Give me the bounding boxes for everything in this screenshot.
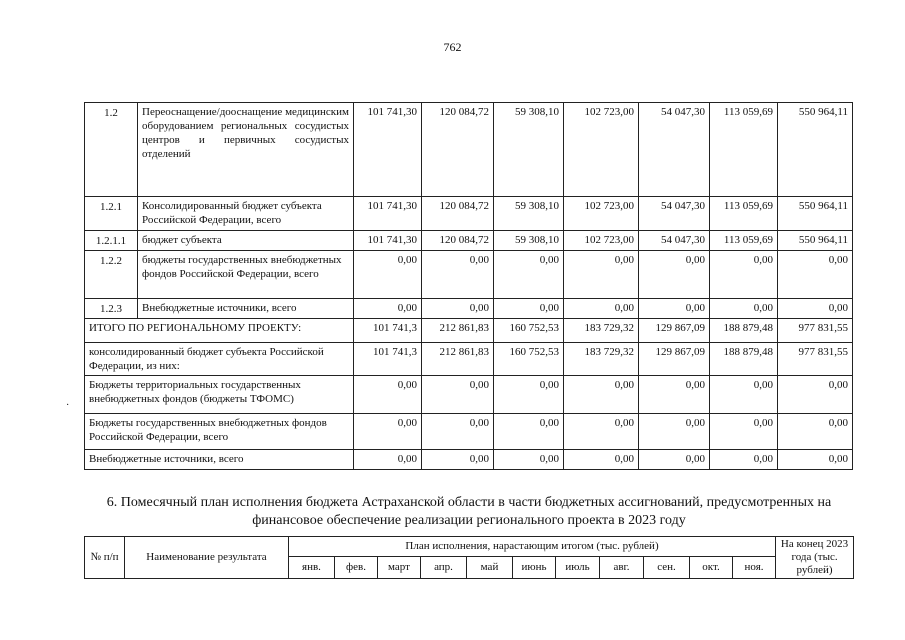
value-cell: 183 729,32	[564, 343, 639, 376]
value-cell: 113 059,69	[710, 197, 778, 231]
month-header: фев.	[335, 557, 378, 579]
table-row	[85, 343, 853, 376]
value-cell: 0,00	[354, 299, 422, 319]
value-cell: 102 723,00	[564, 103, 639, 197]
month-header: март	[378, 557, 421, 579]
value-cell: 0,00	[422, 251, 494, 299]
value-cell: 54 047,30	[639, 197, 710, 231]
value-cell: 0,00	[778, 450, 853, 470]
budget-table	[84, 102, 853, 470]
month-header: апр.	[421, 557, 467, 579]
month-header: янв.	[289, 557, 335, 579]
value-cell: 0,00	[778, 299, 853, 319]
value-cell: 0,00	[710, 414, 778, 450]
margin-mark: ·	[66, 400, 70, 411]
value-cell: 120 084,72	[422, 197, 494, 231]
value-cell: 101 741,30	[354, 103, 422, 197]
value-cell: 0,00	[354, 376, 422, 414]
value-cell: 0,00	[494, 299, 564, 319]
value-cell: 212 861,83	[422, 319, 494, 343]
row-name: бюджет субъекта	[138, 231, 354, 251]
value-cell: 0,00	[564, 376, 639, 414]
value-cell: 188 879,48	[710, 343, 778, 376]
value-cell: 59 308,10	[494, 197, 564, 231]
value-cell: 212 861,83	[422, 343, 494, 376]
row-name: Бюджеты государственных внебюджетных фондов Российской Федерации, всего	[85, 414, 354, 450]
month-header: ноя.	[733, 557, 776, 579]
table-row	[85, 103, 853, 197]
value-cell: 101 741,30	[354, 231, 422, 251]
value-cell: 0,00	[422, 450, 494, 470]
col-year-end-header: На конец 2023 года (тыс. рублей)	[776, 537, 854, 579]
month-header: окт.	[690, 557, 733, 579]
month-header: июль	[556, 557, 600, 579]
row-name: Бюджеты территориальных государственных внебюджетных фондов (бюджеты ТФОМС)	[85, 376, 354, 414]
value-cell: 0,00	[354, 251, 422, 299]
value-cell: 0,00	[494, 414, 564, 450]
value-cell: 0,00	[710, 299, 778, 319]
row-code: 1.2	[85, 103, 138, 197]
value-cell: 0,00	[354, 450, 422, 470]
value-cell: 120 084,72	[422, 103, 494, 197]
value-cell: 101 741,3	[354, 319, 422, 343]
value-cell: 550 964,11	[778, 103, 853, 197]
value-cell: 54 047,30	[639, 231, 710, 251]
value-cell: 0,00	[564, 251, 639, 299]
value-cell: 0,00	[422, 376, 494, 414]
row-name: Консолидированный бюджет субъекта Российской Федерации, всего	[138, 197, 354, 231]
value-cell: 101 741,30	[354, 197, 422, 231]
col-number-header: № п/п	[85, 537, 125, 579]
value-cell: 0,00	[639, 414, 710, 450]
value-cell: 550 964,11	[778, 231, 853, 251]
table-row	[85, 251, 853, 299]
row-name: консолидированный бюджет субъекта Российской Федерации, из них:	[85, 343, 354, 376]
value-cell: 0,00	[494, 376, 564, 414]
row-code: 1.2.2	[85, 251, 138, 299]
value-cell: 102 723,00	[564, 197, 639, 231]
table-row	[85, 231, 853, 251]
value-cell: 0,00	[778, 414, 853, 450]
page-number: 762	[443, 40, 462, 54]
value-cell: 0,00	[778, 251, 853, 299]
row-code: 1.2.1.1	[85, 231, 138, 251]
row-name: Переоснащение/дооснащение медицинским оборудованием региональных сосудистых центров и первичных сосудистых отделений	[138, 103, 354, 197]
table-row	[85, 376, 853, 414]
value-cell: 188 879,48	[710, 319, 778, 343]
monthly-plan-table	[84, 536, 854, 579]
col-plan-header: План исполнения, нарастающим итогом (тыс. рублей)	[289, 537, 776, 557]
value-cell: 101 741,3	[354, 343, 422, 376]
table-row	[85, 414, 853, 450]
value-cell: 183 729,32	[564, 319, 639, 343]
table-row	[85, 319, 853, 343]
value-cell: 0,00	[639, 450, 710, 470]
table-row	[85, 450, 853, 470]
value-cell: 0,00	[639, 299, 710, 319]
month-header: май	[467, 557, 513, 579]
value-cell: 59 308,10	[494, 103, 564, 197]
section-heading: 6. Помесячный план исполнения бюджета Астраханской области в части бюджетных ассигнований, предусмотренных на финансовое обеспечение реализации регионального проекта в 2023 году	[106, 495, 832, 528]
value-cell: 0,00	[639, 376, 710, 414]
row-name: бюджеты государственных внебюджетных фондов Российской Федерации, всего	[138, 251, 354, 299]
row-code: 1.2.1	[85, 197, 138, 231]
value-cell: 0,00	[354, 414, 422, 450]
value-cell: 0,00	[494, 450, 564, 470]
row-name: ИТОГО ПО РЕГИОНАЛЬНОМУ ПРОЕКТУ:	[85, 319, 354, 343]
value-cell: 129 867,09	[639, 319, 710, 343]
table-row	[85, 197, 853, 231]
value-cell: 59 308,10	[494, 231, 564, 251]
value-cell: 0,00	[564, 414, 639, 450]
value-cell: 160 752,53	[494, 319, 564, 343]
row-name: Внебюджетные источники, всего	[138, 299, 354, 319]
value-cell: 0,00	[710, 450, 778, 470]
value-cell: 977 831,55	[778, 343, 853, 376]
value-cell: 0,00	[422, 414, 494, 450]
table-row	[85, 299, 853, 319]
col-name-header: Наименование результата	[125, 537, 289, 579]
row-name: Внебюджетные источники, всего	[85, 450, 354, 470]
value-cell: 129 867,09	[639, 343, 710, 376]
value-cell: 113 059,69	[710, 103, 778, 197]
value-cell: 0,00	[422, 299, 494, 319]
value-cell: 120 084,72	[422, 231, 494, 251]
value-cell: 0,00	[778, 376, 853, 414]
value-cell: 0,00	[710, 251, 778, 299]
value-cell: 113 059,69	[710, 231, 778, 251]
month-header: сен.	[644, 557, 690, 579]
value-cell: 977 831,55	[778, 319, 853, 343]
month-header: авг.	[600, 557, 644, 579]
value-cell: 0,00	[494, 251, 564, 299]
value-cell: 160 752,53	[494, 343, 564, 376]
value-cell: 0,00	[564, 299, 639, 319]
value-cell: 550 964,11	[778, 197, 853, 231]
value-cell: 54 047,30	[639, 103, 710, 197]
value-cell: 102 723,00	[564, 231, 639, 251]
value-cell: 0,00	[710, 376, 778, 414]
value-cell: 0,00	[639, 251, 710, 299]
month-header: июнь	[513, 557, 556, 579]
value-cell: 0,00	[564, 450, 639, 470]
row-code: 1.2.3	[85, 299, 138, 319]
